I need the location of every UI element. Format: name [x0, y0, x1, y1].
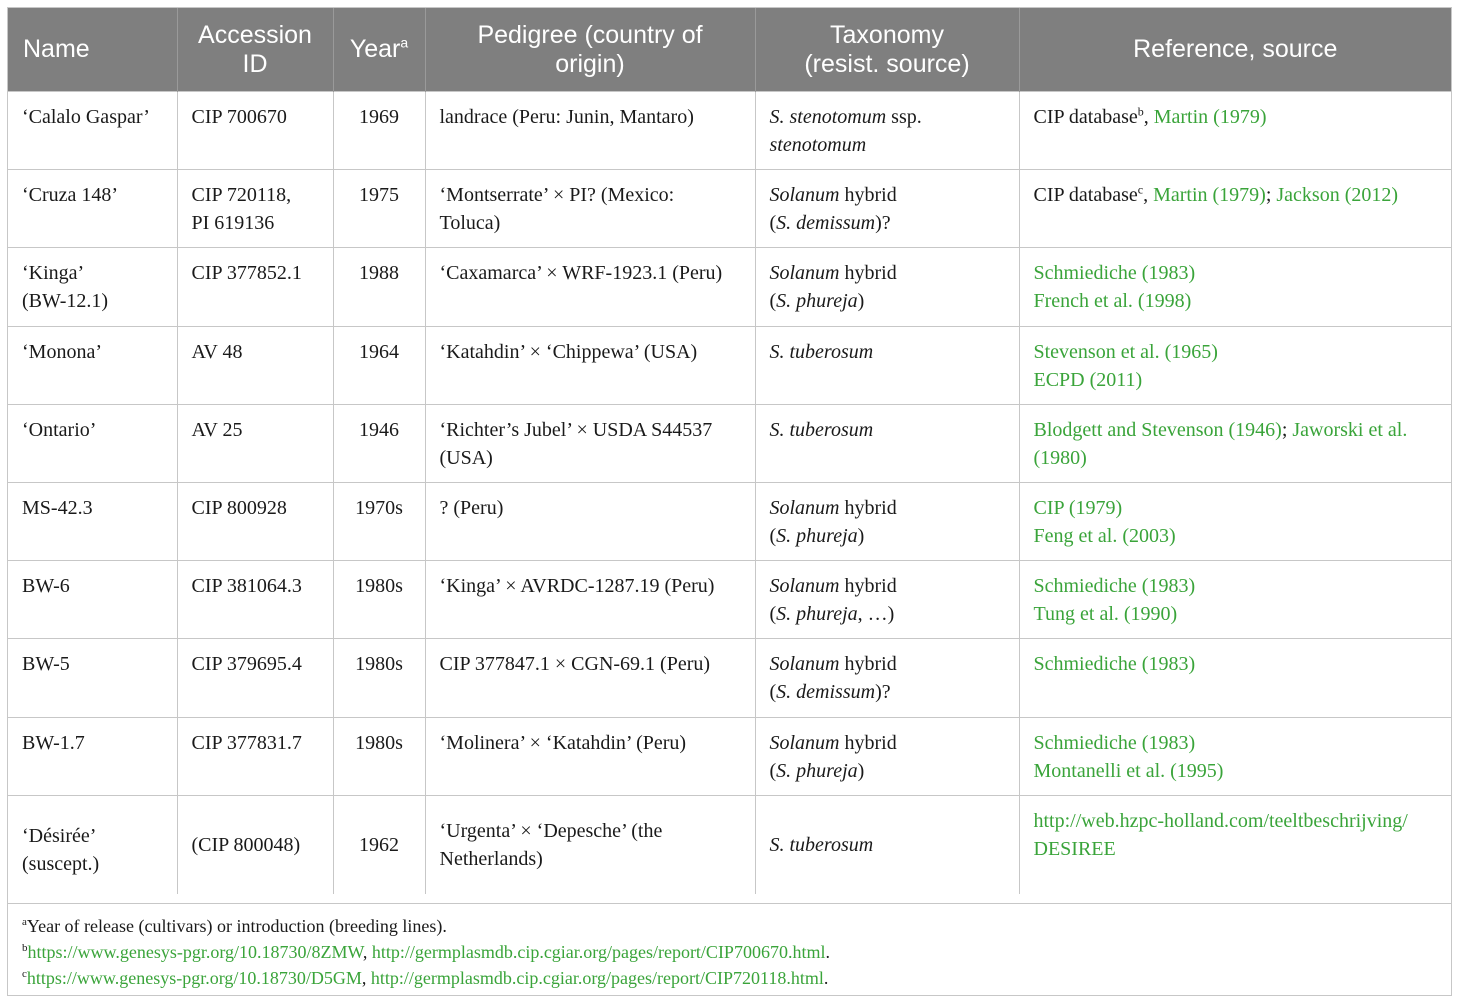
footnote-b: $^b$https://www.genesys-pgr.org/10.18730/8ZMW, http://germplasmdb.cip.cgiar.org/pages/report/CIP700670.html. — [22, 942, 830, 962]
cell-year: 1980s — [333, 717, 425, 795]
table-footnotes — [8, 903, 1451, 996]
table-row — [8, 717, 1451, 795]
cell-name: ‘Monona’ — [8, 326, 177, 404]
table-row — [8, 482, 1451, 560]
ref-link-jaworski-year[interactable]: (1980) — [1033, 446, 1087, 469]
cell-taxonomy: S. tuberosum — [755, 326, 1019, 404]
header-year: Year$^a$ — [333, 8, 425, 92]
cell-taxonomy: S. tuberosum — [755, 795, 1019, 894]
cell-year: 1946 — [333, 404, 425, 482]
cell-reference — [1019, 248, 1451, 326]
cell-accession: CIP 720118, PI 619136 — [177, 170, 333, 248]
cell-pedigree: ‘Molinera’ × ‘Katahdin’ (Peru) — [425, 717, 755, 795]
ref-link-french[interactable]: French et al. (1998) — [1033, 290, 1192, 313]
cell-accession: CIP 700670 — [177, 92, 333, 170]
footnote-b-link-genesys[interactable]: https://www.genesys-pgr.org/10.18730/8ZMW — [27, 942, 363, 962]
table-row — [8, 795, 1451, 894]
cell-year: 1975 — [333, 170, 425, 248]
cell-accession: CIP 377831.7 — [177, 717, 333, 795]
cell-reference — [1019, 795, 1451, 894]
footnote-c-link-cip[interactable]: http://germplasmdb.cip.cgiar.org/pages/report/CIP720118.html — [370, 968, 824, 988]
cell-taxonomy: Solanum hybrid (S. demissum)? — [755, 170, 1019, 248]
cell-year: 1980s — [333, 639, 425, 717]
table-frame — [7, 7, 1452, 996]
header-pedigree: Pedigree (country of origin) — [425, 8, 755, 92]
header-name: Name — [8, 8, 177, 92]
cell-accession: (CIP 800048) — [177, 795, 333, 894]
cell-pedigree: landrace (Peru: Junin, Mantaro) — [425, 92, 755, 170]
cell-taxonomy: Solanum hybrid (S. phureja) — [755, 482, 1019, 560]
header-taxonomy: Taxonomy (resist. source) — [755, 8, 1019, 92]
table-row — [8, 639, 1451, 717]
cell-year: 1964 — [333, 326, 425, 404]
cell-taxonomy: S. tuberosum — [755, 404, 1019, 482]
ref-link-schmiediche[interactable]: Schmiediche (1983) — [1033, 731, 1196, 754]
cell-accession: AV 48 — [177, 326, 333, 404]
cell-name: MS-42.3 — [8, 482, 177, 560]
cell-taxonomy: Solanum hybrid (S. phureja) — [755, 717, 1019, 795]
cell-name: ‘Kinga’ (BW-12.1) — [8, 248, 177, 326]
header-row — [8, 8, 1451, 92]
cell-pedigree: CIP 377847.1 × CGN-69.1 (Peru) — [425, 639, 755, 717]
cell-pedigree: ‘Katahdin’ × ‘Chippewa’ (USA) — [425, 326, 755, 404]
ref-link-cip1979[interactable]: CIP (1979) — [1033, 496, 1123, 519]
ref-link-feng[interactable]: Feng et al. (2003) — [1033, 524, 1176, 547]
cell-year: 1962 — [333, 795, 425, 894]
ref-link-martin[interactable]: Martin (1979) — [1153, 106, 1267, 128]
cell-name: BW-6 — [8, 561, 177, 639]
ref-link-stevenson[interactable]: Stevenson et al. (1965) — [1033, 340, 1218, 363]
cell-name: ‘Désirée’ (suscept.) — [8, 795, 177, 894]
cell-year: 1980s — [333, 561, 425, 639]
table-row — [8, 561, 1451, 639]
cell-taxonomy: S. stenotomum ssp. stenotomum — [755, 92, 1019, 170]
cell-reference — [1019, 717, 1451, 795]
cell-pedigree: ? (Peru) — [425, 482, 755, 560]
cell-year: 1970s — [333, 482, 425, 560]
cell-reference — [1019, 561, 1451, 639]
table-row — [8, 170, 1451, 248]
ref-link-schmiediche[interactable]: Schmiediche (1983) — [1033, 653, 1196, 676]
cell-pedigree: ‘Urgenta’ × ‘Depesche’ (the Netherlands) — [425, 795, 755, 894]
ref-link-ecpd[interactable]: ECPD (2011) — [1033, 368, 1143, 391]
cell-accession: AV 25 — [177, 404, 333, 482]
cell-taxonomy: Solanum hybrid (S. demissum)? — [755, 639, 1019, 717]
header-reference: Reference, source — [1019, 8, 1451, 92]
ref-link-hzpc[interactable]: http://web.hzpc-holland.com/teeltbeschrijving/ — [1033, 809, 1408, 832]
ref-link-hzpc-desiree[interactable]: DESIREE — [1033, 837, 1116, 860]
cell-reference: CIP database$^b$, Martin (1979) — [1019, 92, 1451, 170]
ref-link-schmiediche[interactable]: Schmiediche (1983) — [1033, 262, 1196, 285]
cell-taxonomy: Solanum hybrid (S. phureja, …) — [755, 561, 1019, 639]
cell-name: ‘Calalo Gaspar’ — [8, 92, 177, 170]
cell-reference: CIP database$^c$, Martin (1979); Jackson (2012) — [1019, 170, 1451, 248]
footnote-c: $^c$https://www.genesys-pgr.org/10.18730/D5GM, http://germplasmdb.cip.cgiar.org/pages/report/CIP720118.html. — [22, 968, 829, 988]
cultivar-table — [8, 8, 1451, 894]
ref-link-blodgett[interactable]: Blodgett and Stevenson (1946) — [1033, 418, 1282, 441]
cell-year: 1988 — [333, 248, 425, 326]
cell-reference — [1019, 326, 1451, 404]
cell-accession: CIP 381064.3 — [177, 561, 333, 639]
table-row — [8, 92, 1451, 170]
table-row — [8, 326, 1451, 404]
ref-link-montanelli[interactable]: Montanelli et al. (1995) — [1033, 759, 1224, 782]
cell-pedigree: ‘Montserrate’ × PI? (Mexico: Toluca) — [425, 170, 755, 248]
footnote-b-link-cip[interactable]: http://germplasmdb.cip.cgiar.org/pages/report/CIP700670.html — [371, 942, 826, 962]
cell-reference — [1019, 482, 1451, 560]
ref-link-tung[interactable]: Tung et al. (1990) — [1033, 603, 1178, 626]
cell-pedigree: ‘Richter’s Jubel’ × USDA S44537 (USA) — [425, 404, 755, 482]
cell-year: 1969 — [333, 92, 425, 170]
cell-name: BW-1.7 — [8, 717, 177, 795]
footnote-c-link-genesys[interactable]: https://www.genesys-pgr.org/10.18730/D5GM — [26, 968, 362, 988]
cell-name: BW-5 — [8, 639, 177, 717]
cell-pedigree: ‘Kinga’ × AVRDC-1287.19 (Peru) — [425, 561, 755, 639]
cell-accession: CIP 377852.1 — [177, 248, 333, 326]
footnote-a: $^a$Year of release (cultivars) or introduction (breeding lines). — [22, 916, 447, 936]
header-accession: Accession ID — [177, 8, 333, 92]
cell-accession: CIP 379695.4 — [177, 639, 333, 717]
cell-accession: CIP 800928 — [177, 482, 333, 560]
table-row — [8, 404, 1451, 482]
ref-link-schmiediche[interactable]: Schmiediche (1983) — [1033, 575, 1196, 598]
ref-link-jaworski[interactable]: Jaworski et al. — [1292, 418, 1408, 441]
cell-reference — [1019, 639, 1451, 717]
cell-name: ‘Ontario’ — [8, 404, 177, 482]
cell-pedigree: ‘Caxamarca’ × WRF-1923.1 (Peru) — [425, 248, 755, 326]
ref-link-jackson[interactable]: Jackson (2012) — [1276, 184, 1399, 207]
cell-taxonomy: Solanum hybrid (S. phureja) — [755, 248, 1019, 326]
table-row — [8, 248, 1451, 326]
cell-name: ‘Cruza 148’ — [8, 170, 177, 248]
ref-link-martin[interactable]: Martin (1979) — [1153, 184, 1266, 207]
cell-reference: Blodgett and Stevenson (1946); Jaworski et al. (1980) — [1019, 404, 1451, 482]
